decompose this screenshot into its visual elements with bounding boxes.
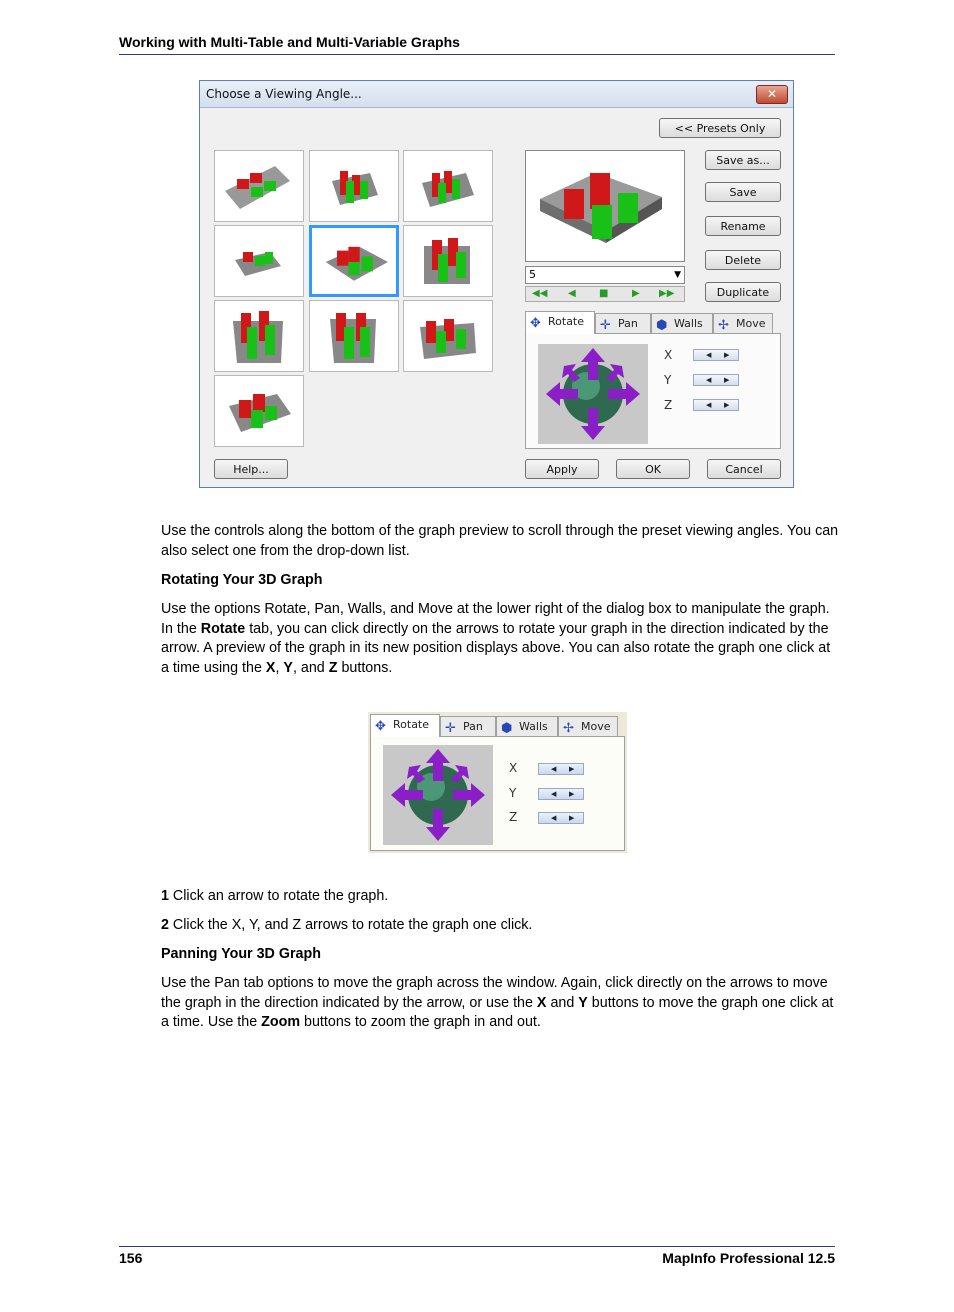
x-axis-label: X <box>509 761 518 775</box>
next-preset-icon[interactable]: ▶ <box>632 288 640 299</box>
tab-walls[interactable]: ⬢ Walls <box>496 716 558 736</box>
rename-button[interactable]: Rename <box>705 216 781 236</box>
preset-select[interactable] <box>525 266 685 284</box>
preset-thumbnail[interactable] <box>309 300 399 372</box>
z-axis-label: Z <box>509 810 518 824</box>
save-button[interactable]: Save <box>705 182 781 202</box>
walls-icon: ⬢ <box>656 318 668 333</box>
y-axis-label: Y <box>664 373 672 387</box>
closeup-rotate-panel <box>370 736 625 851</box>
preset-select-value: 5 <box>529 268 536 281</box>
save-as-button[interactable]: Save as... <box>705 150 781 170</box>
move-icon: ✢ <box>718 318 729 333</box>
tab-pan[interactable]: ✛ Pan <box>440 716 496 736</box>
preset-thumbnail[interactable] <box>403 225 493 297</box>
viewing-angle-dialog <box>199 80 794 488</box>
close-button[interactable]: ✕ <box>756 85 788 104</box>
preset-thumbnail-selected[interactable] <box>309 225 399 297</box>
presets-only-button[interactable]: << Presets Only <box>659 118 781 138</box>
intro-paragraph: Use the controls along the bottom of the graph preview to scroll through the preset viewing angles. You can also select one from the drop-down list. <box>161 523 839 559</box>
step-1: 1 Click an arrow to rotate the graph. <box>161 888 389 904</box>
running-header: Working with Multi-Table and Multi-Variable Graphs <box>119 34 835 55</box>
pan-icon: ✛ <box>445 721 456 736</box>
preset-thumbnail[interactable] <box>403 300 493 372</box>
page-footer <box>119 1246 835 1266</box>
pan-icon: ✛ <box>600 318 611 333</box>
preset-navigation-bar <box>525 286 685 302</box>
tab-pan[interactable]: ✛ Pan <box>595 313 651 333</box>
cancel-button[interactable]: Cancel <box>707 459 781 479</box>
apply-button[interactable]: Apply <box>525 459 599 479</box>
y-spin-buttons[interactable]: ◀ ▶ <box>538 788 584 800</box>
preset-thumbnail[interactable] <box>309 150 399 222</box>
delete-button[interactable]: Delete <box>705 250 781 270</box>
y-axis-label: Y <box>509 786 517 800</box>
panning-paragraph: Use the Pan tab options to move the graph across the window. Again, click directly on the arrows to move the graph in the direction indicated by the arrow, or use the X and Y buttons to move the graph one click at a time. Use the Zoom buttons to zoom the graph in and out. <box>161 975 834 1031</box>
rotate-globe[interactable] <box>538 344 648 444</box>
rotating-paragraph: Use the options Rotate, Pan, Walls, and Move at the lower right of the dialog box to manipulate the graph. In the Rotate tab, you can click directly on the arrows to rotate your graph in the direction indicated by the arrow. A preview of the graph in its new position displays above. You can also rotate the graph one click at a time using the X, Y, and Z buttons. <box>161 601 831 677</box>
move-icon: ✢ <box>563 721 574 736</box>
first-preset-icon[interactable]: ◀◀ <box>532 288 548 299</box>
tab-move[interactable]: ✢ Move <box>558 716 618 736</box>
z-spin-buttons[interactable]: ◀ ▶ <box>538 812 584 824</box>
duplicate-button[interactable]: Duplicate <box>705 282 781 302</box>
help-button[interactable]: Help... <box>214 459 288 479</box>
rotate-globe[interactable] <box>383 745 493 845</box>
rotating-heading: Rotating Your 3D Graph <box>161 572 323 588</box>
preset-thumbnail[interactable] <box>214 225 304 297</box>
panning-heading: Panning Your 3D Graph <box>161 946 321 962</box>
closeup-tabs <box>370 714 620 736</box>
tab-rotate[interactable]: ✥ Rotate <box>525 311 595 334</box>
rotate-icon: ✥ <box>375 719 386 734</box>
rotate-tab-closeup <box>368 712 627 853</box>
tab-walls[interactable]: ⬢ Walls <box>651 313 713 333</box>
dialog-title: Choose a Viewing Angle... <box>206 87 362 101</box>
ok-button[interactable]: OK <box>616 459 690 479</box>
dialog-titlebar <box>200 81 793 108</box>
manipulation-tabs <box>525 311 781 333</box>
walls-icon: ⬢ <box>501 721 513 736</box>
step-2: 2 Click the X, Y, and Z arrows to rotate the graph one click. <box>161 917 533 933</box>
chevron-down-icon: ▼ <box>674 270 681 280</box>
y-spin-buttons[interactable]: ◀ ▶ <box>693 374 739 386</box>
preset-thumbnail[interactable] <box>403 150 493 222</box>
preset-thumbnail-grid <box>214 150 496 448</box>
stop-icon[interactable]: ■ <box>599 288 609 299</box>
z-spin-buttons[interactable]: ◀ ▶ <box>693 399 739 411</box>
rotate-icon: ✥ <box>530 316 541 331</box>
graph-preview <box>525 150 685 262</box>
tab-rotate[interactable]: ✥ Rotate <box>370 714 440 737</box>
x-spin-buttons[interactable]: ◀ ▶ <box>538 763 584 775</box>
page-number: 156 <box>119 1250 143 1266</box>
last-preset-icon[interactable]: ▶▶ <box>659 288 675 299</box>
rotate-tab-panel <box>525 333 781 449</box>
tab-move[interactable]: ✢ Move <box>713 313 773 333</box>
z-axis-label: Z <box>664 398 673 412</box>
x-spin-buttons[interactable]: ◀ ▶ <box>693 349 739 361</box>
x-axis-label: X <box>664 348 673 362</box>
product-name: MapInfo Professional 12.5 <box>662 1250 835 1266</box>
preset-thumbnail[interactable] <box>214 375 304 447</box>
preset-thumbnail[interactable] <box>214 150 304 222</box>
preset-thumbnail[interactable] <box>214 300 304 372</box>
previous-preset-icon[interactable]: ◀ <box>568 288 576 299</box>
